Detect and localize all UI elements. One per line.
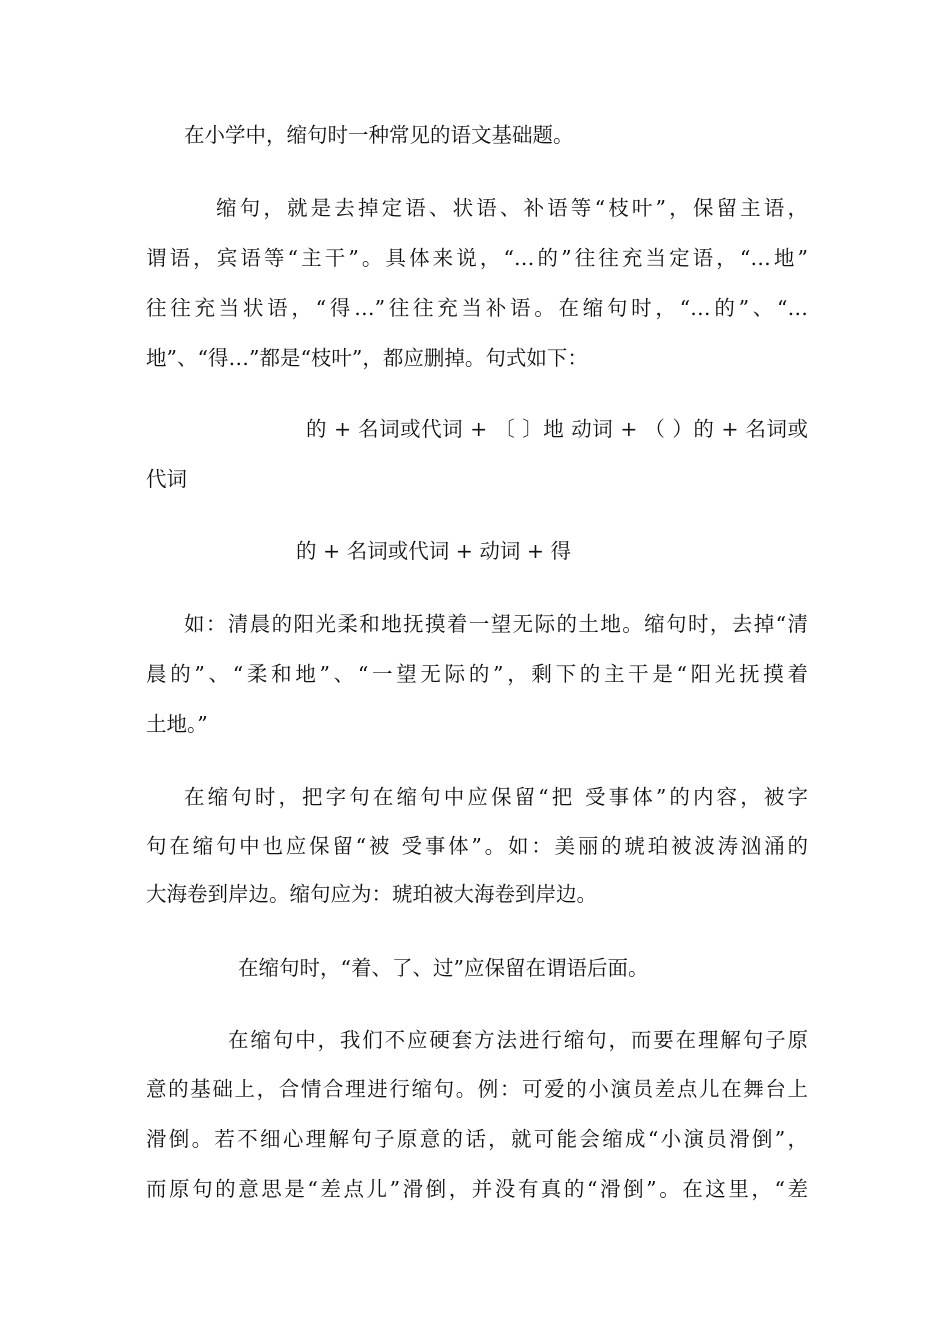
paragraph-example-line: 土地。” [146, 712, 208, 736]
paragraph-understanding-line: 滑倒。若不细心理解句子原意的话，就可能会缩成“小演员滑倒”， [146, 1127, 808, 1151]
paragraph-ba-bei-line: 大海卷到岸边。缩句应为：琥珀被大海卷到岸边。 [146, 882, 597, 906]
sentence-pattern-formula: 代词 [146, 467, 187, 491]
paragraph-ba-bei-line: 句在缩句中也应保留“被 受事体”。如：美丽的琥珀被波涛汹涌的 [146, 834, 808, 858]
sentence-pattern-formula: 的 + 名词或代词 + 动词 + 得 [296, 539, 572, 563]
paragraph-definition-line: 往往充当状语，“得…”往往充当补语。在缩句时，“…的”、“… [146, 296, 808, 320]
paragraph-understanding-line: 而原句的意思是“差点儿”滑倒，并没有真的“滑倒”。在这里，“差 [146, 1177, 808, 1201]
paragraph-aspect-particles: 在缩句时，“着、了、过”应保留在谓语后面。 [238, 956, 649, 980]
paragraph-understanding-line: 意的基础上，合情合理进行缩句。例：可爱的小演员差点儿在舞台上 [146, 1077, 808, 1101]
paragraph-definition-line: 谓语，宾语等“主干”。具体来说，“…的”往往充当定语，“…地” [146, 246, 808, 270]
paragraph-example-line: 晨的”、“柔和地”、“一望无际的”，剩下的主干是“阳光抚摸着 [146, 662, 808, 686]
paragraph-ba-bei-line: 在缩句时，把字句在缩句中应保留“把 受事体”的内容，被字 [184, 785, 808, 809]
paragraph-example-line: 如：清晨的阳光柔和地抚摸着一望无际的土地。缩句时，去掉“清 [184, 612, 808, 636]
paragraph-understanding-line: 在缩句中，我们不应硬套方法进行缩句，而要在理解句子原 [228, 1028, 808, 1052]
paragraph-intro: 在小学中，缩句时一种常见的语文基础题。 [184, 123, 574, 147]
sentence-pattern-formula: 的 + 名词或代词 + 〔 〕地 动词 + （ ）的 + 名词或 [306, 417, 808, 441]
paragraph-definition-line: 地”、“得…”都是“枝叶”，都应删掉。句式如下： [146, 346, 588, 370]
paragraph-definition-line: 缩句，就是去掉定语、状语、补语等“枝叶”，保留主语， [216, 196, 808, 220]
